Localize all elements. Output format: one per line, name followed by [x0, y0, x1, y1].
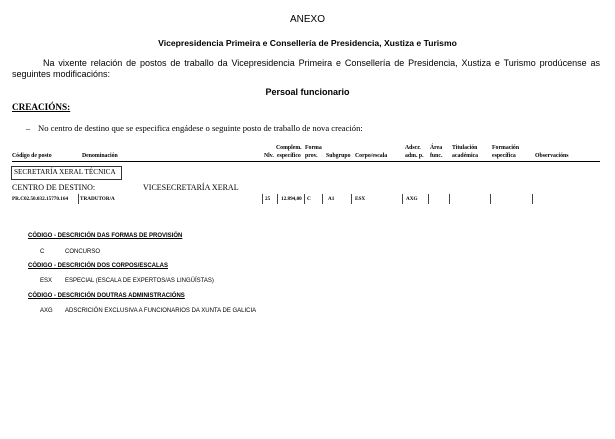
header-body: Corpo/escala	[355, 152, 388, 159]
cell-level: 25	[265, 196, 271, 202]
cell-assignment: AXG	[406, 196, 418, 202]
department-title: Vicepresidencia Primeira e Consellería de Presidencia, Xustiza e Turismo	[158, 38, 457, 48]
intro-paragraph: Na vixente relación de postos de traballo da Vicepresidencia Primeira e Consellería de Presidencia, Xustiza e Turismo prodúcense as seguintes modificacións:	[12, 57, 600, 79]
cell-divider	[262, 194, 263, 204]
staff-type-heading: Persoal funcionario	[265, 87, 350, 97]
legend-heading-administrations: CÓDIGO - DESCRICIÓN DOUTRAS ADMINISTRACIÓNS	[28, 292, 185, 299]
legend-description: ADSCRICIÓN EXCLUSIVA A FUNCIONARIOS DA XUNTA DE GALICIA	[65, 307, 257, 314]
header-complement-line1: Complem.	[276, 144, 302, 151]
header-code: Código de posto	[12, 152, 52, 159]
header-complement-line2: específico	[277, 152, 301, 159]
header-level: Nlv.	[264, 152, 274, 159]
bullet-marker: –	[26, 123, 31, 133]
cell-divider	[277, 194, 278, 204]
bullet-text: No centro de destino que se especifica engádese o seguinte posto de traballo de nova creación:	[38, 123, 363, 133]
legend-description: ESPECIAL (ESCALA DE EXPERTOS/AS LINGÜÍSTAS)	[65, 277, 214, 284]
legend-heading-provision: CÓDIGO - DESCRICIÓN DAS FORMAS DE PROVISIÓN	[28, 232, 183, 239]
cell-code: PR.C02.50.032.15770.164	[12, 196, 69, 202]
annex-title: ANEXO	[289, 14, 325, 25]
cell-divider	[490, 194, 491, 204]
legend-code: C	[40, 248, 45, 255]
header-training-line1: Formación	[492, 144, 520, 151]
header-notes: Observacións	[535, 152, 569, 159]
header-degree-line1: Titulación	[452, 144, 478, 151]
header-name: Denominación	[82, 152, 118, 159]
header-subgroup: Subgrupo	[326, 152, 351, 159]
header-training-line2: específica	[492, 152, 516, 159]
centre-label: CENTRO DE DESTINO:	[12, 182, 96, 192]
header-assignment-line2: adm. p.	[405, 152, 424, 159]
legend-code: ESX	[40, 277, 53, 284]
header-degree-line2: académica	[452, 152, 479, 159]
legend-code: AXG	[40, 307, 53, 314]
cell-subgroup: A1	[328, 196, 335, 202]
cell-divider	[351, 194, 352, 204]
header-provision-line2: prov.	[305, 152, 318, 159]
cell-divider	[322, 194, 323, 204]
cell-divider	[449, 194, 450, 204]
cell-body: ESX	[355, 196, 366, 202]
header-area-line1: Área	[430, 144, 443, 151]
cell-divider	[532, 194, 533, 204]
legend-heading-bodies: CÓDIGO - DESCRICIÓN DOS CORPOS/ESCALAS	[28, 262, 169, 269]
header-provision-line1: Forma	[305, 144, 322, 151]
section-heading: CREACIÓNS:	[12, 101, 71, 112]
cell-divider	[402, 194, 403, 204]
cell-provision: C	[307, 196, 311, 202]
org-unit-box	[11, 166, 122, 180]
header-divider	[12, 161, 600, 162]
cell-divider	[428, 194, 429, 204]
centre-name: VICESECRETARÍA XERAL	[143, 182, 239, 192]
header-assignment-line1: Adscr.	[405, 144, 421, 151]
cell-divider	[304, 194, 305, 204]
legend-description: CONCURSO	[65, 248, 101, 255]
cell-divider	[78, 194, 79, 204]
org-unit-label: SECRETARÍA XERAL TÉCNICA	[14, 168, 116, 176]
header-area-line2: func.	[430, 152, 443, 159]
cell-name: TRADUTOR/A	[80, 196, 115, 202]
cell-complement: 12.894,00	[281, 196, 302, 202]
